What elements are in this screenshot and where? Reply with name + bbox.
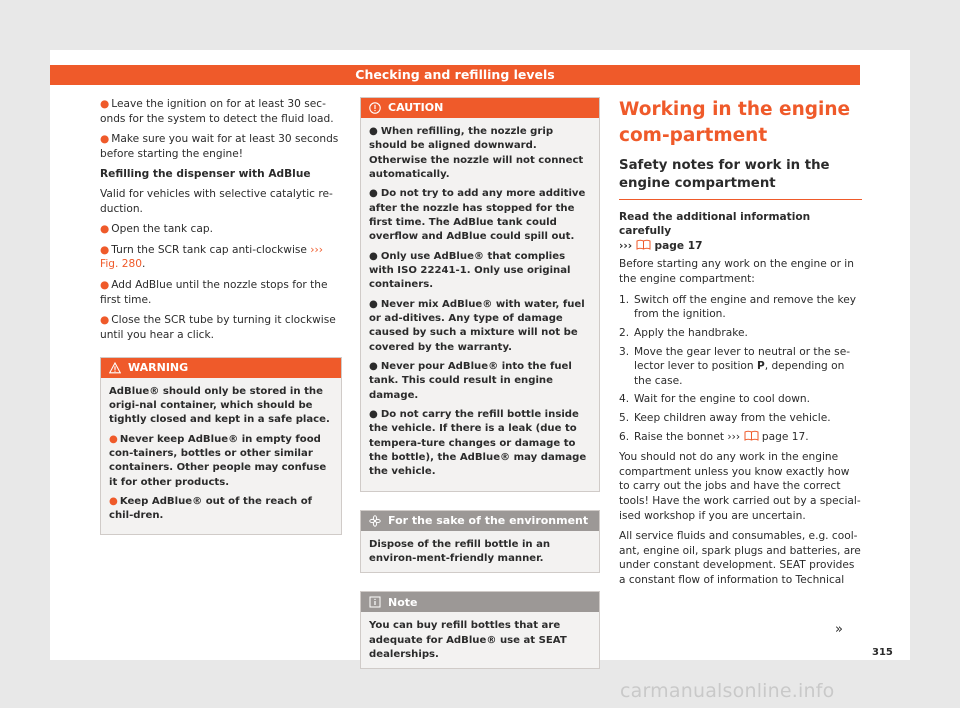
environment-body: Dispose of the refill bottle in an environ-ment-friendly manner. — [369, 538, 551, 564]
caution-bullet-1: ● When refilling, the nozzle grip should be aligned downward. Otherwise the nozzle will not connect automatically. — [369, 126, 584, 180]
step-1: ● Open the tank cap. — [100, 223, 213, 236]
bullet-icon: ● — [369, 126, 378, 137]
watermark: carmanualsonline.info — [620, 680, 835, 702]
page-link[interactable]: ››› page 17 — [727, 430, 806, 443]
bullet-icon: ● — [109, 433, 118, 445]
caution-bullet-3: ● Only use AdBlue® that complies with ISO 22241-1. Only use original containers. — [369, 250, 571, 291]
list-item: 4. Wait for the engine to cool down. — [619, 393, 810, 406]
caution-bullet-2: ● Do not try to add any more additive after the nozzle has stopped for the first time. The AdBlue tank could overflow and AdBlue could spill out. — [369, 188, 586, 243]
paragraph: All service fluids and consumables, e.g. cool-ant, engine oil, spark plugs and batteries, are under constant development. SEAT provides a constant flow of information to Technical — [619, 530, 861, 587]
paragraph: You should not do any work in the engine compartment unless you know exactly how to carry out the jobs and have the correct tools! Have the work carried out by a special-ised workshop if you are uncertain. — [619, 451, 861, 522]
bullet-icon: ● — [369, 250, 378, 262]
bullet-icon: ● — [109, 495, 118, 507]
section-title: Refilling the dispenser with AdBlue — [100, 168, 311, 181]
environment-box — [360, 510, 600, 574]
engine-steps-list — [619, 293, 862, 444]
warning-box — [100, 357, 342, 536]
caution-title-bar — [361, 98, 599, 118]
bullet-icon: ● — [100, 314, 110, 327]
warning-body — [101, 378, 341, 535]
note-body: You can buy refill bottles that are adequate for AdBlue® use at SEAT dealerships. — [369, 620, 567, 660]
caution-bullet-6: ● Do not carry the refill bottle inside the vehicle. If there is a leak (due to tempera-ture changes or damage to the bottle), the AdBlue® may damage the vehicle. — [369, 408, 587, 478]
bullet-icon: ● — [100, 279, 110, 292]
leaf-flower-icon — [369, 515, 381, 527]
bullet-icon: ● — [100, 223, 110, 236]
list-item: 3. Move the gear lever to neutral or the se-lector lever to position P, depending on the case. — [619, 345, 851, 387]
bullet-icon: ● — [100, 243, 110, 256]
before-text: Before starting any work on the engine or in the engine compartment: — [619, 258, 854, 286]
warning-bullet-2: ● Keep AdBlue® out of the reach of chil-dren. — [109, 495, 313, 522]
book-icon — [744, 430, 759, 441]
intro-bullet-2: ● Make sure you wait for at least 30 seconds before starting the engine! — [100, 133, 339, 160]
warning-bullet-1: ● Never keep AdBlue® in empty food con-tainers, bottles or other similar containers. Other people may confuse it for other products. — [109, 433, 327, 488]
continue-mark: » — [835, 622, 843, 637]
step-3: ● Add AdBlue until the nozzle stops for the first time. — [100, 279, 328, 306]
bullet-icon: ● — [100, 133, 110, 146]
read-info-line: Read the additional information carefully ››› page 17 — [619, 210, 811, 252]
note-title-bar — [361, 592, 599, 612]
book-icon — [636, 239, 651, 250]
step-2: ● Turn the SCR tank cap anti-clockwise ››› Fig. 280. — [100, 243, 324, 271]
environment-title: For the sake of the environment — [388, 513, 589, 527]
intro-bullet-1: ● Leave the ignition on for at least 30 sec-onds for the system to detect the fluid load. — [100, 98, 334, 125]
info-square-icon — [369, 596, 381, 608]
page-number: 315 — [872, 647, 893, 658]
section-heading: Working in the engine com-partment — [619, 99, 851, 146]
warning-triangle-icon — [109, 362, 121, 374]
figure-link[interactable]: ››› Fig. 280 — [100, 243, 324, 271]
caution-title: CAUTION — [388, 101, 444, 115]
page-link[interactable]: ››› page 17 — [619, 239, 703, 252]
page-header-title: Checking and refilling levels — [50, 65, 860, 85]
list-item: 5. Keep children away from the vehicle. — [619, 411, 831, 424]
exclamation-circle-icon — [369, 102, 381, 114]
middle-column — [360, 97, 600, 681]
left-column — [100, 97, 342, 547]
section-subheading: Safety notes for work in the engine compartment — [619, 157, 862, 200]
warning-title-bar — [101, 358, 341, 378]
bullet-icon: ● — [369, 188, 378, 200]
list-item: 1. Switch off the engine and remove the key from the ignition. — [619, 293, 856, 321]
list-item: 2. Apply the handbrake. — [619, 326, 748, 339]
environment-title-bar — [361, 511, 599, 531]
note-box — [360, 591, 600, 669]
step-4: ● Close the SCR tube by turning it clockwise until you hear a click. — [100, 314, 336, 341]
caution-box — [360, 97, 600, 492]
bullet-icon: ● — [369, 298, 378, 310]
right-column — [619, 97, 862, 594]
list-item: 6. Raise the bonnet ››› page 17. — [619, 430, 809, 443]
caution-body — [361, 118, 599, 491]
caution-bullet-4: ● Never mix AdBlue® with water, fuel or ad-ditives. Any type of damage caused by such a mixture will not be covered by the warranty. — [369, 298, 585, 353]
bullet-icon: ● — [100, 98, 110, 110]
bullet-icon: ● — [369, 408, 378, 420]
section-intro: Valid for vehicles with selective catalytic re-duction. — [100, 188, 333, 215]
warning-intro: AdBlue® should only be stored in the origi-nal container, which should be tightly closed and kept in a safe place. — [109, 385, 330, 426]
note-title: Note — [388, 595, 418, 609]
caution-bullet-5: ● Never pour AdBlue® into the fuel tank. This could result in engine damage. — [369, 360, 572, 401]
bullet-icon: ● — [369, 360, 378, 372]
warning-title: WARNING — [128, 360, 189, 374]
